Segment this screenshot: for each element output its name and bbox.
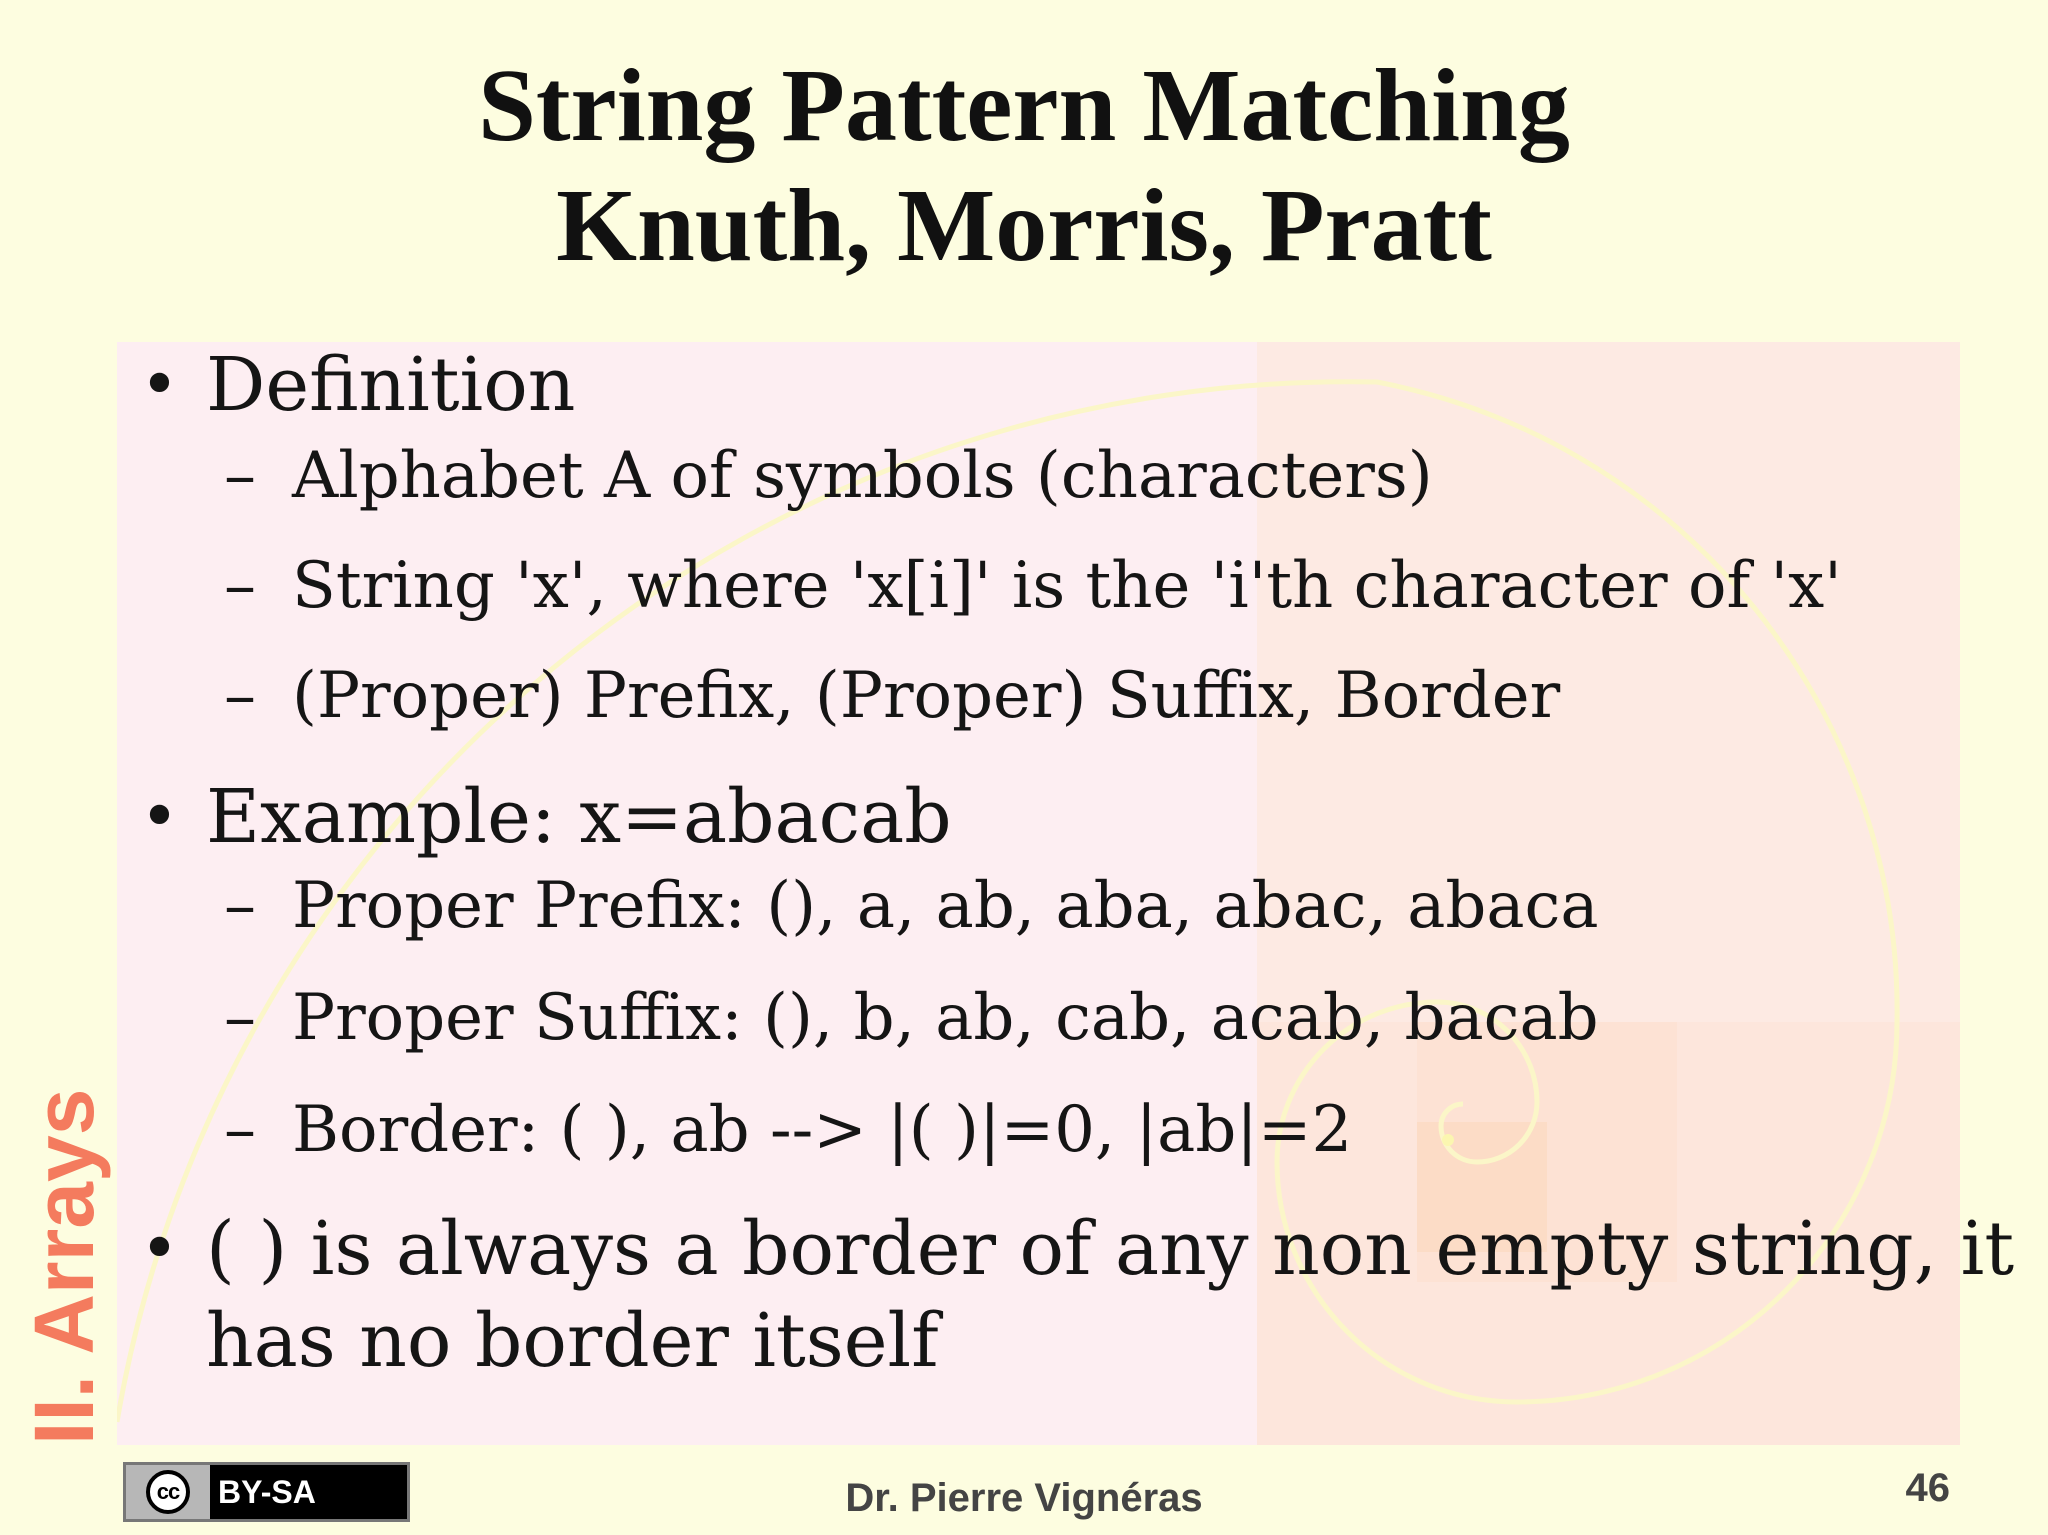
bullet-text: Example: x=abacab [206,774,952,860]
subitem-border [224,1090,1353,1170]
license-text: BY-SA [218,1473,316,1510]
subitem-text: Alphabet A of symbols (characters) [292,439,1433,513]
bullet-text-line-2: has no border itself [206,1298,939,1384]
subitem-text: Proper Suffix: (), b, ab, cab, acab, bacab [292,981,1599,1055]
subitem-text: (Proper) Prefix, (Proper) Suffix, Border [292,659,1561,733]
subitem-proper-prefix [224,866,1599,946]
bullet-definition [140,340,576,430]
subitem-text: Border: ( ), ab --> |( )|=0, |ab|=2 [292,1093,1353,1167]
slide-title-line-2: Knuth, Morris, Pratt [556,168,1492,283]
bullet-empty-border-note [140,1204,2015,1294]
bullet-dot: • [140,778,179,855]
subitem-prefix-suffix-border [224,656,1561,736]
author-footer: Dr. Pierre Vignéras [845,1476,1203,1520]
subitem-string [224,546,1842,626]
dash-glyph: – [224,1093,256,1167]
dash-glyph: – [224,869,256,943]
bullet-empty-border-note-continued [206,1296,939,1386]
dash-glyph: – [224,439,256,513]
bullet-text-line-1: ( ) is always a border of any non empty string, it [206,1206,2015,1292]
subitem-proper-suffix [224,978,1599,1058]
dash-glyph: – [224,981,256,1055]
dash-glyph: – [224,549,256,623]
bullet-dot: • [140,1210,179,1287]
dash-glyph: – [224,659,256,733]
bullet-dot: • [140,346,179,423]
section-side-label: II. Arrays [17,1088,111,1445]
bullet-example [140,772,952,862]
slide-title-line-1: String Pattern Matching [478,48,1570,163]
bullet-text: Definition [206,342,576,428]
subitem-text: String 'x', where 'x[i]' is the 'i'th character of 'x' [292,549,1842,623]
subitem-text: Proper Prefix: (), a, ab, aba, abac, abaca [292,869,1599,943]
page-number: 46 [1905,1466,1950,1510]
subitem-alphabet [224,436,1433,516]
creative-commons-icon: cc [146,1470,190,1514]
